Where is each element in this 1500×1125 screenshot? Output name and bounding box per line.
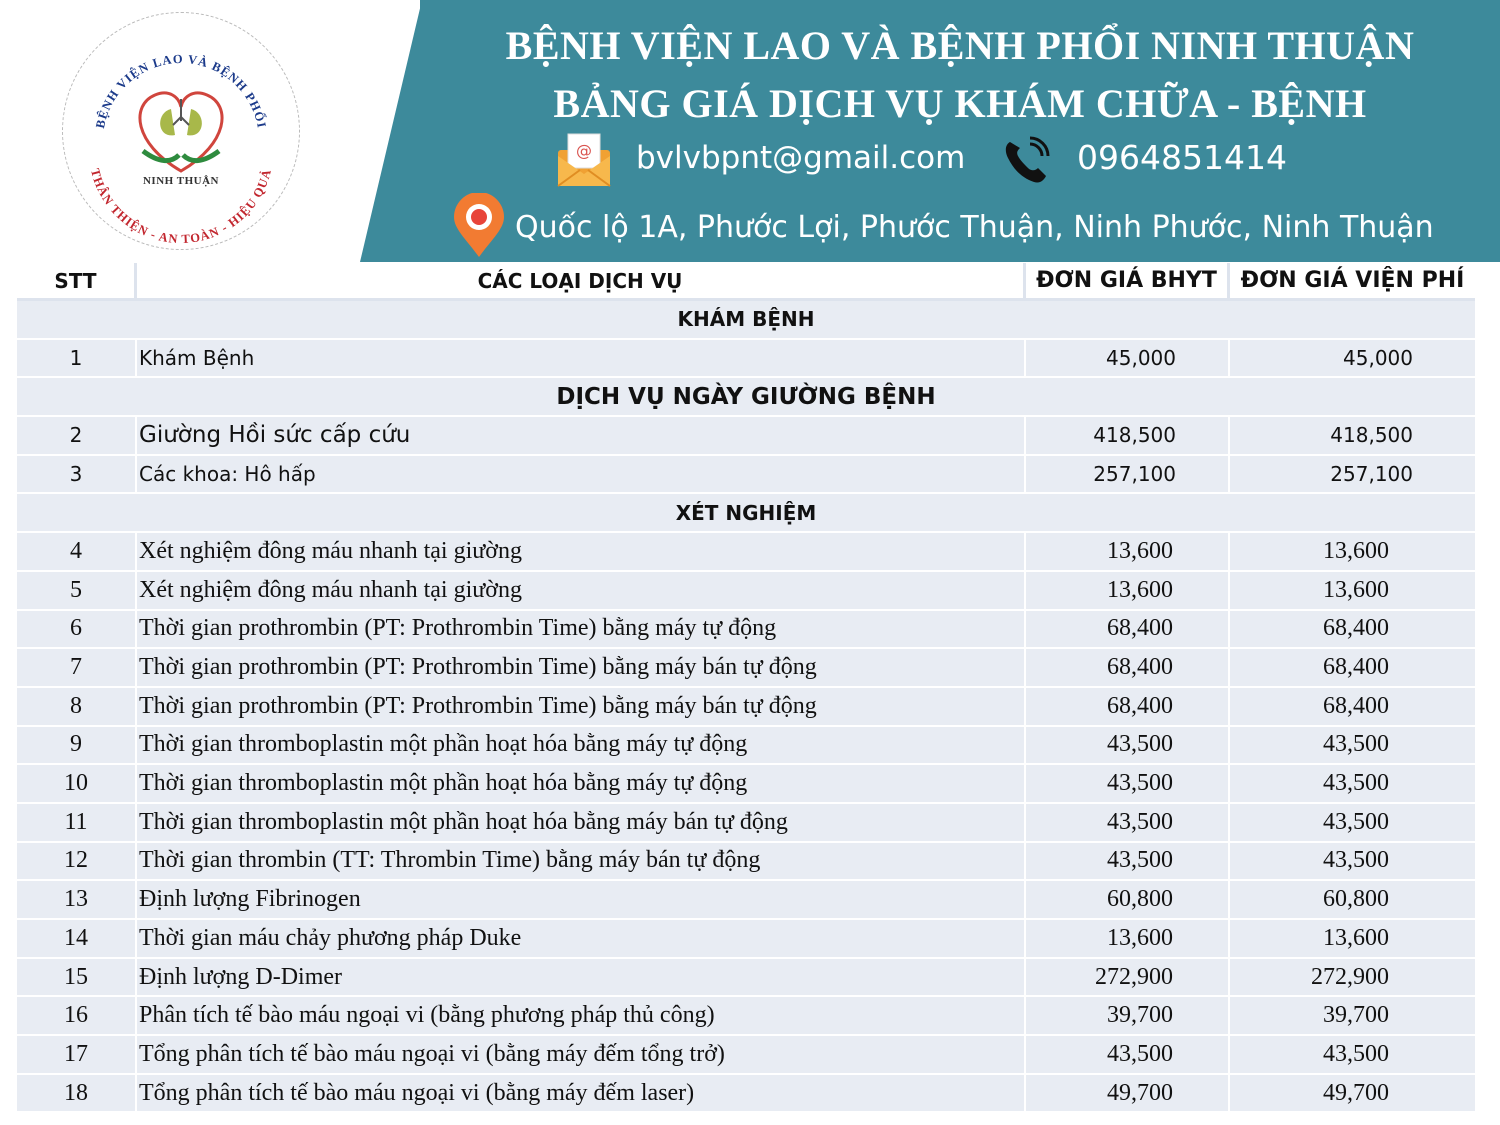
row-stt: 9 (17, 727, 137, 764)
row-service-name: Thời gian thromboplastin một phần hoạt hóa bằng máy bán tự động (137, 804, 1026, 841)
row-service-name: Thời gian prothrombin (PT: Prothrombin Time) bằng máy bán tự động (137, 649, 1026, 686)
hospital-name: BỆNH VIỆN LAO VÀ BỆNH PHỔI NINH THUẬN (505, 23, 1415, 68)
logo-city-text: NINH THUẬN (142, 175, 219, 187)
row-bhyt-price: 45,000 (1026, 340, 1230, 377)
row-stt: 16 (17, 997, 137, 1034)
row-bhyt-price: 60,800 (1026, 881, 1230, 918)
table-row (17, 920, 1475, 959)
table-row (17, 611, 1475, 650)
hospital-logo (62, 12, 300, 250)
table-row (17, 417, 1475, 456)
price-table (17, 263, 1475, 1113)
svg-text:BỆNH VIỆN LAO VÀ BỆNH PHỔI: BỆNH VIỆN LAO VÀ BỆNH PHỔI (93, 51, 269, 130)
row-hospital-fee: 257,100 (1330, 462, 1413, 487)
row-hospital-fee: 45,000 (1343, 346, 1413, 371)
row-stt: 12 (17, 843, 137, 880)
row-hospital-fee: 43,500 (1323, 847, 1389, 874)
table-row (17, 881, 1475, 920)
row-hospital-fee: 13,600 (1323, 576, 1389, 603)
row-stt: 8 (17, 688, 137, 725)
row-stt: 13 (17, 881, 137, 918)
map-pin-icon (452, 193, 506, 262)
row-stt: 7 (17, 649, 137, 686)
row-bhyt-price: 68,400 (1026, 649, 1230, 686)
row-hospital-fee: 49,700 (1323, 1079, 1389, 1106)
table-row (17, 649, 1475, 688)
row-stt: 6 (17, 611, 137, 648)
row-service-name: Thời gian thrombin (TT: Thrombin Time) bằng máy bán tự động (137, 843, 1026, 880)
row-hospital-fee: 43,500 (1323, 731, 1389, 758)
row-stt: 11 (17, 804, 137, 841)
row-bhyt-price: 13,600 (1026, 533, 1230, 570)
row-bhyt-price: 13,600 (1026, 920, 1230, 957)
column-header-bhyt-price: ĐƠN GIÁ BHYT (1026, 263, 1230, 298)
row-bhyt-price: 257,100 (1026, 456, 1230, 493)
row-bhyt-price: 43,500 (1026, 765, 1230, 802)
row-service-name: Thời gian thromboplastin một phần hoạt hóa bằng máy tự động (137, 727, 1026, 764)
table-row (17, 804, 1475, 843)
email-icon (556, 132, 612, 193)
section-title: DỊCH VỤ NGÀY GIƯỜNG BỆNH (556, 383, 936, 410)
row-hospital-fee: 43,500 (1323, 770, 1389, 797)
row-bhyt-price: 13,600 (1026, 572, 1230, 609)
section-row-xet-nghiem (17, 494, 1475, 533)
price-list-title: BẢNG GIÁ DỊCH VỤ KHÁM CHỮA - BỆNH (553, 81, 1367, 126)
row-stt: 14 (17, 920, 137, 957)
row-hospital-fee: 60,800 (1323, 886, 1389, 913)
row-bhyt-price: 49,700 (1026, 1075, 1230, 1112)
row-bhyt-price: 418,500 (1026, 417, 1230, 454)
phone-icon (1000, 134, 1052, 191)
row-bhyt-price: 43,500 (1026, 843, 1230, 880)
row-hospital-fee: 68,400 (1323, 654, 1389, 681)
row-bhyt-price: 68,400 (1026, 611, 1230, 648)
row-stt: 2 (17, 417, 137, 454)
row-hospital-fee: 272,900 (1311, 963, 1389, 990)
row-hospital-fee: 39,700 (1323, 1002, 1389, 1029)
section-title: KHÁM BỆNH (677, 307, 815, 332)
row-stt: 4 (17, 533, 137, 570)
row-stt: 1 (17, 340, 137, 377)
row-service-name: Giường Hồi sức cấp cứu (137, 417, 1026, 454)
row-service-name: Định lượng D-Dimer (137, 959, 1026, 996)
phone-number[interactable]: 0964851414 (1077, 138, 1287, 177)
row-hospital-fee: 68,400 (1323, 692, 1389, 719)
row-stt: 17 (17, 1036, 137, 1073)
row-bhyt-price: 39,700 (1026, 997, 1230, 1034)
row-service-name: Thời gian prothrombin (PT: Prothrombin Time) bằng máy tự động (137, 611, 1026, 648)
table-row (17, 572, 1475, 611)
logo-emblem (63, 13, 299, 249)
section-row-kham-benh (17, 301, 1475, 340)
row-service-name: Xét nghiệm đông máu nhanh tại giường (137, 533, 1026, 570)
svg-text:@: @ (576, 141, 592, 160)
table-row (17, 765, 1475, 804)
column-header-stt: STT (17, 263, 137, 298)
lab-test-rows (17, 533, 1475, 1113)
row-service-name: Tổng phân tích tế bào máu ngoại vi (bằng máy đếm laser) (137, 1075, 1026, 1112)
column-header-hospital-fee: ĐƠN GIÁ VIỆN PHÍ (1240, 268, 1465, 293)
table-row (17, 340, 1475, 379)
row-service-name: Thời gian máu chảy phương pháp Duke (137, 920, 1026, 957)
row-service-name: Phân tích tế bào máu ngoại vi (bằng phương pháp thủ công) (137, 997, 1026, 1034)
hospital-address: Quốc lộ 1A, Phước Lợi, Phước Thuận, Ninh Phước, Ninh Thuận (515, 210, 1434, 245)
table-header-row (17, 263, 1475, 301)
row-stt: 10 (17, 765, 137, 802)
row-service-name: Thời gian thromboplastin một phần hoạt hóa bằng máy tự động (137, 765, 1026, 802)
row-service-name: Khám Bệnh (137, 340, 1026, 377)
header-slant (360, 0, 422, 262)
row-hospital-fee: 418,500 (1330, 423, 1413, 448)
row-hospital-fee: 43,500 (1323, 1040, 1389, 1067)
row-hospital-fee: 13,600 (1323, 537, 1389, 564)
row-bhyt-price: 68,400 (1026, 688, 1230, 725)
row-bhyt-price: 43,500 (1026, 804, 1230, 841)
row-stt: 15 (17, 959, 137, 996)
table-row (17, 843, 1475, 882)
row-hospital-fee: 43,500 (1323, 808, 1389, 835)
table-row (17, 997, 1475, 1036)
row-service-name: Tổng phân tích tế bào máu ngoại vi (bằng máy đếm tổng trở) (137, 1036, 1026, 1073)
section-row-ngay-giuong (17, 378, 1475, 417)
row-service-name: Các khoa: Hô hấp (137, 456, 1026, 493)
row-bhyt-price: 43,500 (1026, 727, 1230, 764)
table-row (17, 456, 1475, 495)
table-row (17, 727, 1475, 766)
row-service-name: Định lượng Fibrinogen (137, 881, 1026, 918)
svg-text:THÂN THIỆN - AN TOÀN - HIỆU QU: THÂN THIỆN - AN TOÀN - HIỆU QUẢ (87, 167, 275, 247)
row-stt: 18 (17, 1075, 137, 1112)
row-service-name: Thời gian prothrombin (PT: Prothrombin Time) bằng máy bán tự động (137, 688, 1026, 725)
table-row (17, 1075, 1475, 1114)
row-hospital-fee: 68,400 (1323, 615, 1389, 642)
row-hospital-fee: 13,600 (1323, 924, 1389, 951)
row-bhyt-price: 43,500 (1026, 1036, 1230, 1073)
row-bhyt-price: 272,900 (1026, 959, 1230, 996)
table-row (17, 533, 1475, 572)
column-header-service: CÁC LOẠI DỊCH VỤ (137, 263, 1026, 298)
row-stt: 3 (17, 456, 137, 493)
row-service-name: Xét nghiệm đông máu nhanh tại giường (137, 572, 1026, 609)
table-row (17, 688, 1475, 727)
email-address[interactable]: bvlvbpnt@gmail.com (636, 140, 966, 176)
section-title: XÉT NGHIỆM (675, 500, 817, 525)
table-row (17, 959, 1475, 998)
row-stt: 5 (17, 572, 137, 609)
table-row (17, 1036, 1475, 1075)
header-band (0, 0, 1500, 262)
